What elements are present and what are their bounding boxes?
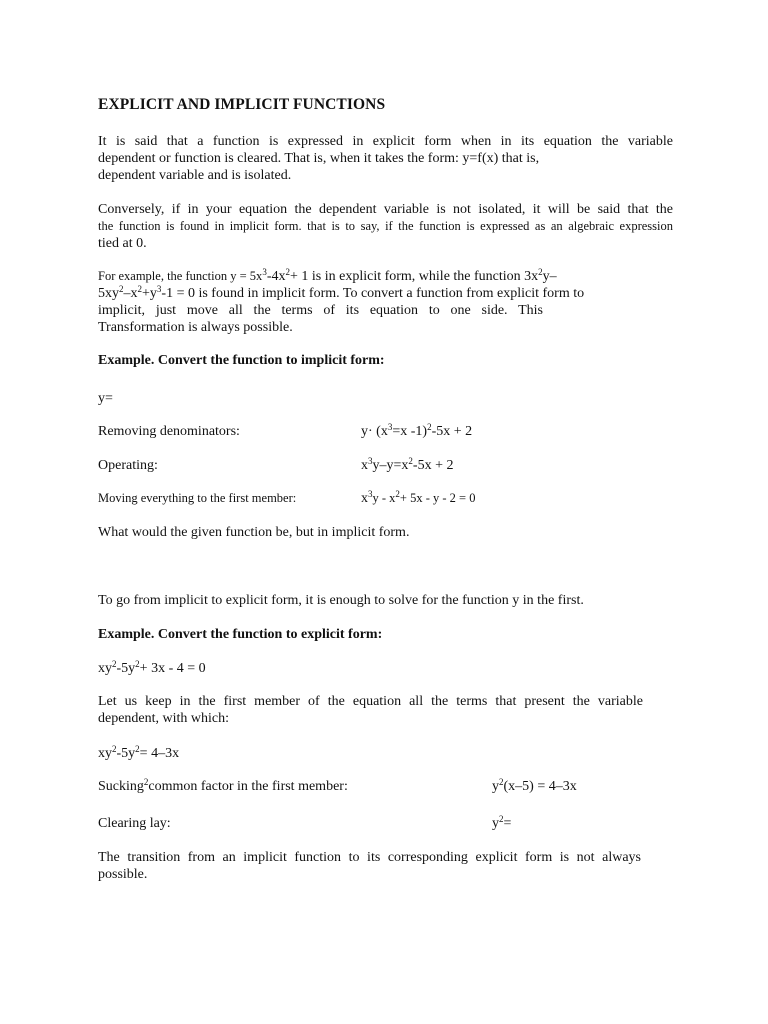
paragraph-line: For example, the function $y = 5x^3-4x^2+ 1$ is in explicit form, while the function $3x^2y-$: [98, 267, 557, 284]
step-label: Moving everything to the first member:: [98, 491, 297, 505]
transition-text: To go from implicit to explicit form, it is enough to solve for the function y in the first.: [98, 593, 584, 608]
paragraph-line: implicit, just move all the terms of its equation to one side. This: [98, 303, 543, 318]
example-heading: Example. Convert the function to implicit form:: [98, 353, 385, 368]
paragraph-line: dependent or function is cleared. That is, when it takes the form: y=f(x) that is,: [98, 151, 540, 166]
paragraph-line: The transition from an implicit function to its corresponding explicit form is not always: [98, 850, 641, 865]
paragraph-line: dependent, with which:: [98, 711, 230, 726]
document-title: EXPLICIT AND IMPLICIT FUNCTIONS: [98, 96, 386, 113]
paragraph-explicit-definition: [98, 133, 673, 184]
equation-implicit: $xy^2-5y^2+ 3x - 4 = 0$: [98, 659, 206, 676]
step-label: Clearing lay:: [98, 816, 171, 831]
step-equation: $y\cdot (x^3=x$ -1)$^2$-5x + 2: [361, 422, 473, 439]
step-label: Removing denominators:: [98, 424, 240, 439]
paragraph-line: $5xy^2-x^2+y^3-1 = 0$ is found in implicit form. To convert a function from explicit form to: [98, 284, 585, 301]
paragraph-line: It is said that a function is expressed in explicit form when in its equation the variable: [98, 134, 673, 149]
equation-y: y=: [98, 391, 113, 406]
paragraph-keep-terms: [98, 693, 643, 727]
paragraph-line: Let us keep in the first member of the equation all the terms that present the variable: [98, 694, 643, 709]
paragraph-line: the function is found in implicit form. that is to say, if the function is expressed as an algebraic expression: [98, 219, 673, 233]
paragraph-conclusion: [98, 849, 641, 883]
example-heading: Example. Convert the function to explicit form:: [98, 627, 383, 642]
step-equation: $x^3y-y=x^2-5x + 2$: [361, 456, 454, 473]
paragraph-line: Conversely, if in your equation the dependent variable is not isolated, it will be said that the: [98, 202, 673, 217]
step-equation: $x^3y - x^2+ 5x - y - 2 = 0$: [361, 489, 476, 506]
paragraph-line: Transformation is always possible.: [98, 320, 293, 335]
paragraph-line: possible.: [98, 867, 148, 882]
paragraph-line: dependent variable and is isolated.: [98, 168, 292, 183]
equation-grouped: $xy^2-5y^2= 4-3x$: [98, 744, 180, 761]
paragraph-example-explanation: [98, 268, 618, 336]
step-equation: $y^2=$: [492, 814, 512, 831]
step-label: Operating:: [98, 458, 158, 473]
step-label: Sucking$^2$common factor in the first member:: [98, 777, 348, 794]
paragraph-line: tied at 0.: [98, 236, 147, 251]
example-conclusion: What would the given function be, but in implicit form.: [98, 525, 410, 540]
step-equation: $y^2(x-5) = 4-3x$: [492, 777, 577, 794]
paragraph-implicit-definition: [98, 201, 673, 252]
